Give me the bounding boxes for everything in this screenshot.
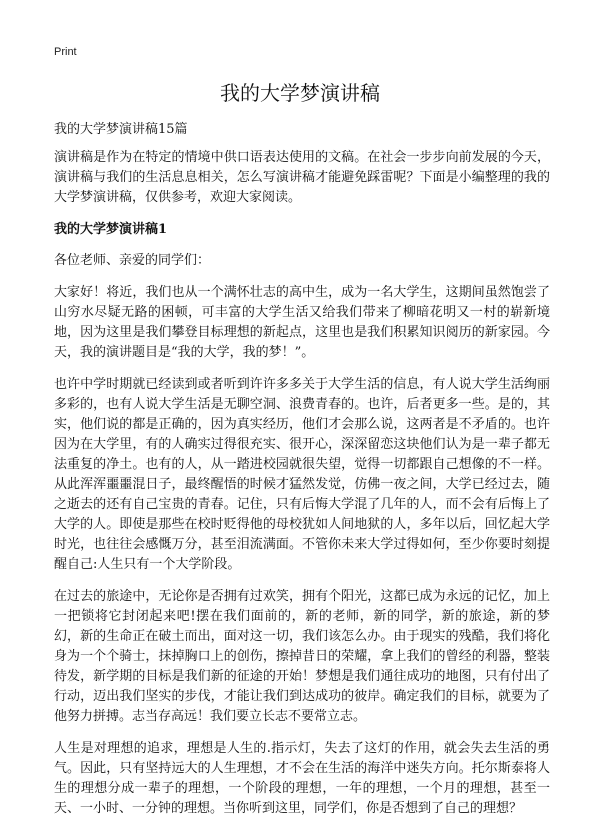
body-paragraph: 大家好！将近，我们也从一个满怀壮志的高中生，成为一名大学生，这期间虽然饱尝了山穷水尽疑无路的困顿，可丰富的大学生活又给我们带来了柳暗花明又一村的崭新境地，因为这里是我们攀登目标理想的新起点，这里也是我们积累知识阅历的新家园。今天，我的演讲题目是“我的大学，我的梦！”。 [54,285,550,360]
greeting: 各位老师、亲爱的同学们： [54,253,211,268]
body-paragraph: 也许中学时期就已经读到或者听到许许多多关于大学生活的信息，有人说大学生活绚丽多彩的，也有人说大学生活是无聊空洞、浪费青春的。也许，后者更多一些。是的，其实，他们说的都是正确的，因为真实经历，他们才会那么说，这两者是不矛盾的。也许因为在大学里，有的人确实过得很充实、很开心，深深留恋这块他们认为是一辈子都无法重复的净土。也有的人，从一踏进校园就很失望，觉得一切都跟自己想像的不一样。从此浑浑噩噩混日子，最终醒悟的时候才猛然发觉，仿佛一夜之间，大学已经过去，随之逝去的还有自己宝贵的青春。记住，只有后悔大学混了几年的人，而不会有后悔上了大学的人。即使是那些在校时贬得他的母校犹如人间地狱的人，多年以后，回忆起大学时光，也往往会感慨万分，甚至泪流满面。不管你未来大学过得如何，至少你要时刻提醒自己:人生只有一个大学阶段。 [54,377,550,572]
article-body [54,148,550,831]
body-paragraph: 在过去的旅途中，无论你是否拥有过欢笑，拥有个阳光，这都已成为永远的记忆，加上一把锁将它封闭起来吧!摆在我们面前的，新的老师，新的同学，新的旅途，新的梦幻，新的生命正在破土而出，面对这一切，我们该怎么办。由于现实的残酷，我们将化身为一个个骑士，抹掉胸口上的创伤，擦掉昔日的荣耀，拿上我们的曾经的利器，整装待发，新学期的目标是我们新的征途的开始！梦想是我们通往成功的地图，只有付出了行动，迈出我们坚实的步伐，才能让我们到达成功的彼岸。确定我们的目标，就要为了他努力拼搏。志当存高远！我们要立长志不要常立志。 [54,589,550,724]
document-subtitle: 我的大学梦演讲稿15篇 [54,122,188,137]
page-title: 我的大学梦演讲稿 [220,81,380,105]
intro-paragraph: 演讲稿是作为在特定的情境中供口语表达使用的文稿。在社会一步步向前发展的今天，演讲稿与我们的生活息息相关，怎么写演讲稿才能避免踩雷呢？下面是小编整理的我的大学梦演讲稿，仅供参考，欢迎大家阅读。 [54,150,550,205]
section-heading: 我的大学梦演讲稿1 [54,222,168,237]
print-label[interactable]: Print [54,46,77,58]
body-paragraph: 人生是对理想的追求，理想是人生的.指示灯，失去了这灯的作用，就会失去生活的勇气。因此，只有坚持远大的人生理想，才不会在生活的海洋中迷失方向。托尔斯泰将人生的理想分成一辈子的理想，一个阶段的理想，一年的理想，一个月的理想，甚至一天、一小时、一分钟的理想。当你听到这里，同学们，你是否想到了自己的理想？ [54,741,550,816]
